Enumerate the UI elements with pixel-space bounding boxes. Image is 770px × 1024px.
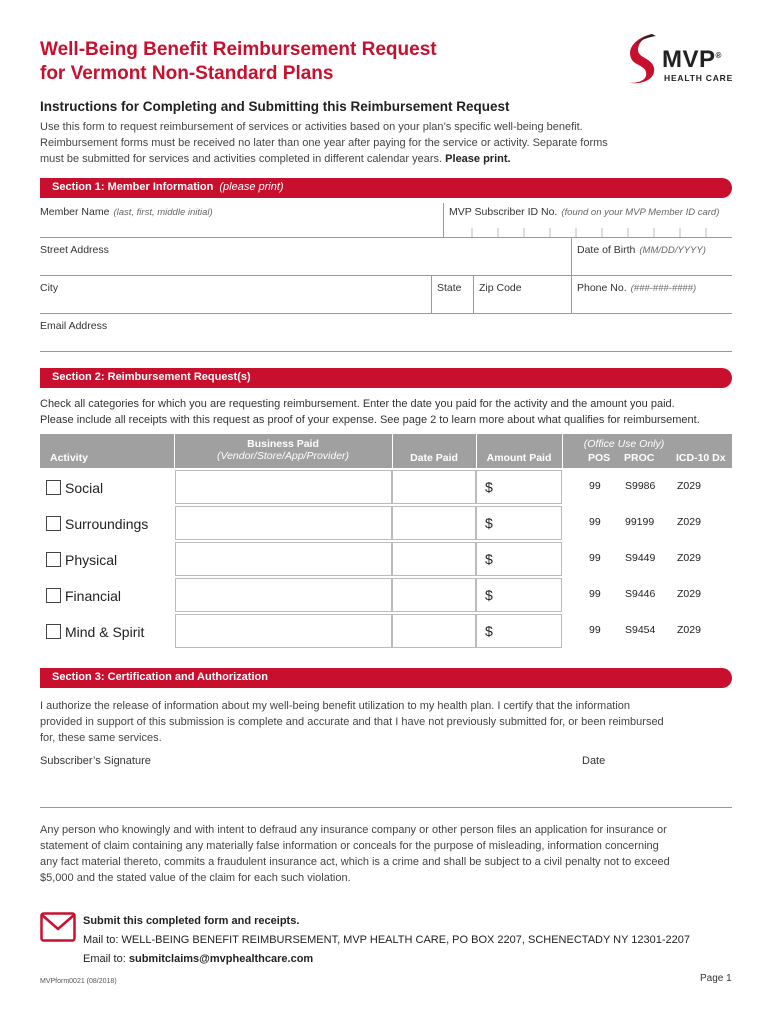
business-input[interactable]	[175, 542, 392, 576]
row-divider	[40, 351, 732, 352]
amount-input[interactable]: $	[476, 614, 562, 648]
mind-spirit-checkbox[interactable]	[46, 624, 61, 639]
phone-field[interactable]	[574, 294, 732, 312]
activity-label: Physical	[65, 552, 118, 568]
title-line-1: Well-Being Benefit Reimbursement Request	[40, 39, 437, 60]
email-field[interactable]	[40, 332, 732, 350]
business-input[interactable]	[175, 578, 392, 612]
dob-label: Date of Birth (MM/DD/YYYY)	[577, 244, 706, 256]
signature-field[interactable]	[40, 768, 570, 806]
zip-label: Zip Code	[479, 282, 522, 294]
icd-value: Z029	[677, 588, 701, 600]
col-amount-paid: Amount Paid	[486, 452, 552, 464]
reimbursement-table	[40, 468, 732, 650]
col-icd: ICD-10 Dx	[676, 452, 726, 464]
activity-label: Financial	[65, 588, 122, 604]
submit-instructions: Submit this completed form and receipts. Mail to: WELL-BEING BENEFIT REIMBURSEMENT, MVP HEALTH CARE, PO BOX 2207, SCHENECTADY NY 12301-2207 Email to: submitclaims@mvphealthcare.com	[83, 915, 691, 965]
col-date-paid: Date Paid	[410, 452, 458, 464]
date-label: Date	[582, 755, 606, 767]
title-line-2: for Vermont Non-Standard Plans	[40, 63, 334, 84]
street-label: Street Address	[40, 244, 109, 256]
col-office-use: (Office Use Only)	[583, 438, 665, 450]
divider	[431, 276, 432, 313]
section-2-header: Section 2: Reimbursement Request(s)	[40, 368, 732, 388]
table-row	[40, 578, 732, 612]
member-name-label: Member Name (last, first, middle initial)	[40, 206, 213, 218]
date-paid-input[interactable]	[392, 578, 476, 612]
state-label: State	[437, 282, 462, 294]
logo-subtitle: HEALTH CARE	[664, 73, 734, 83]
col-business: Business Paid (Vendor/Store/App/Provider)	[216, 438, 350, 462]
proc-value: 99199	[625, 516, 655, 528]
instructions-text: Use this form to request reimbursement of services or activities based on your plan’s specific well-being benefit. Reimbursement forms must be received no later than one year after paying for the service or activity. Separate forms must be submitted for services and activities completed in different calendar years. Please print.	[40, 121, 608, 165]
form-id: MVPform0021 (08/2018)	[40, 978, 117, 985]
logo-wordmark: MVP®	[662, 46, 722, 73]
member-name-field[interactable]	[40, 216, 440, 236]
subscriber-id-ticks	[446, 222, 732, 238]
physical-checkbox[interactable]	[46, 552, 61, 567]
divider	[443, 203, 444, 237]
row-divider	[40, 237, 732, 238]
street-field[interactable]	[40, 256, 568, 274]
table-row	[40, 542, 732, 576]
business-input[interactable]	[175, 614, 392, 648]
divider	[571, 238, 572, 275]
pos-value: 99	[589, 588, 601, 600]
date-paid-input[interactable]	[392, 542, 476, 576]
proc-value: S9454	[625, 624, 656, 636]
city-field[interactable]	[40, 294, 428, 312]
page-title	[40, 38, 437, 86]
subscriber-id-label: MVP Subscriber ID No. (found on your MVP Member ID card)	[449, 206, 720, 218]
table-row	[40, 614, 732, 648]
state-field[interactable]	[434, 294, 470, 312]
col-activity: Activity	[50, 452, 88, 464]
pos-value: 99	[589, 552, 601, 564]
amount-input[interactable]: $	[476, 470, 562, 504]
row-divider	[40, 313, 732, 314]
table-row	[40, 506, 732, 540]
signature-label: Subscriber’s Signature	[40, 755, 151, 767]
activity-label: Surroundings	[65, 516, 149, 532]
proc-value: S9446	[625, 588, 656, 600]
proc-value: S9449	[625, 552, 656, 564]
table-row	[40, 470, 732, 504]
date-paid-input[interactable]	[392, 470, 476, 504]
icd-value: Z029	[677, 516, 701, 528]
amount-input[interactable]: $	[476, 542, 562, 576]
amount-input[interactable]: $	[476, 578, 562, 612]
divider	[473, 276, 474, 313]
date-field[interactable]	[580, 768, 732, 806]
icd-value: Z029	[677, 480, 701, 492]
fraud-notice: Any person who knowingly and with intent to defraud any insurance company or other person files an application for insurance or statement of claim containing any materially false information or conceals for the purpose of misleading, information concerning any fact material thereto, commits a fraudulent insurance act, which is a crime and shall be subject to a civil penalty not to exceed $5,000 and the stated value of the claim for each such violation.	[40, 824, 670, 884]
pos-value: 99	[589, 480, 601, 492]
mvp-logo-swoosh-icon	[622, 30, 662, 86]
instructions-heading: Instructions for Completing and Submitting this Reimbursement Request	[40, 99, 510, 114]
business-input[interactable]	[175, 506, 392, 540]
date-paid-input[interactable]	[392, 614, 476, 648]
activity-label: Social	[65, 480, 104, 496]
table-header-cells	[40, 434, 732, 468]
phone-label: Phone No. (###-###-####)	[577, 282, 697, 294]
icd-value: Z029	[677, 624, 701, 636]
col-pos: POS	[588, 452, 611, 464]
row-divider	[40, 275, 732, 276]
city-label: City	[40, 282, 59, 294]
certification-text: I authorize the release of information about my well-being benefit utilization to my health plan. I certify that the information provided in support of this submission is complete and accurate and that I have not previously submitted for, or been reimbursed for, these same services.	[40, 700, 664, 744]
surroundings-checkbox[interactable]	[46, 516, 61, 531]
zip-field[interactable]	[476, 294, 568, 312]
page-number: Page 1	[700, 973, 732, 984]
social-checkbox[interactable]	[46, 480, 61, 495]
financial-checkbox[interactable]	[46, 588, 61, 603]
pos-value: 99	[589, 516, 601, 528]
signature-line	[40, 807, 732, 808]
activity-label: Mind & Spirit	[65, 624, 145, 640]
amount-input[interactable]: $	[476, 506, 562, 540]
business-input[interactable]	[175, 470, 392, 504]
section-2-intro: Check all categories for which you are requesting reimbursement. Enter the date you paid for the activity and the amount you paid. Please include all receipts with this request as proof of your expense. See page 2 to learn more about what qualifies for reimbursement.	[40, 398, 700, 426]
email-link[interactable]: submitclaims@mvphealthcare.com	[128, 953, 314, 965]
mail-envelope-icon	[40, 912, 76, 942]
dob-field[interactable]	[574, 256, 732, 274]
proc-value: S9986	[625, 480, 656, 492]
col-proc: PROC	[624, 452, 655, 464]
icd-value: Z029	[677, 552, 701, 564]
pos-value: 99	[589, 624, 601, 636]
subscriber-id-field[interactable]	[446, 222, 732, 238]
section-3-header: Section 3: Certification and Authorization	[40, 668, 732, 688]
date-paid-input[interactable]	[392, 506, 476, 540]
divider	[571, 276, 572, 313]
section-1-header: Section 1: Member Information (please print)	[40, 178, 732, 198]
email-label: Email Address	[40, 320, 108, 332]
